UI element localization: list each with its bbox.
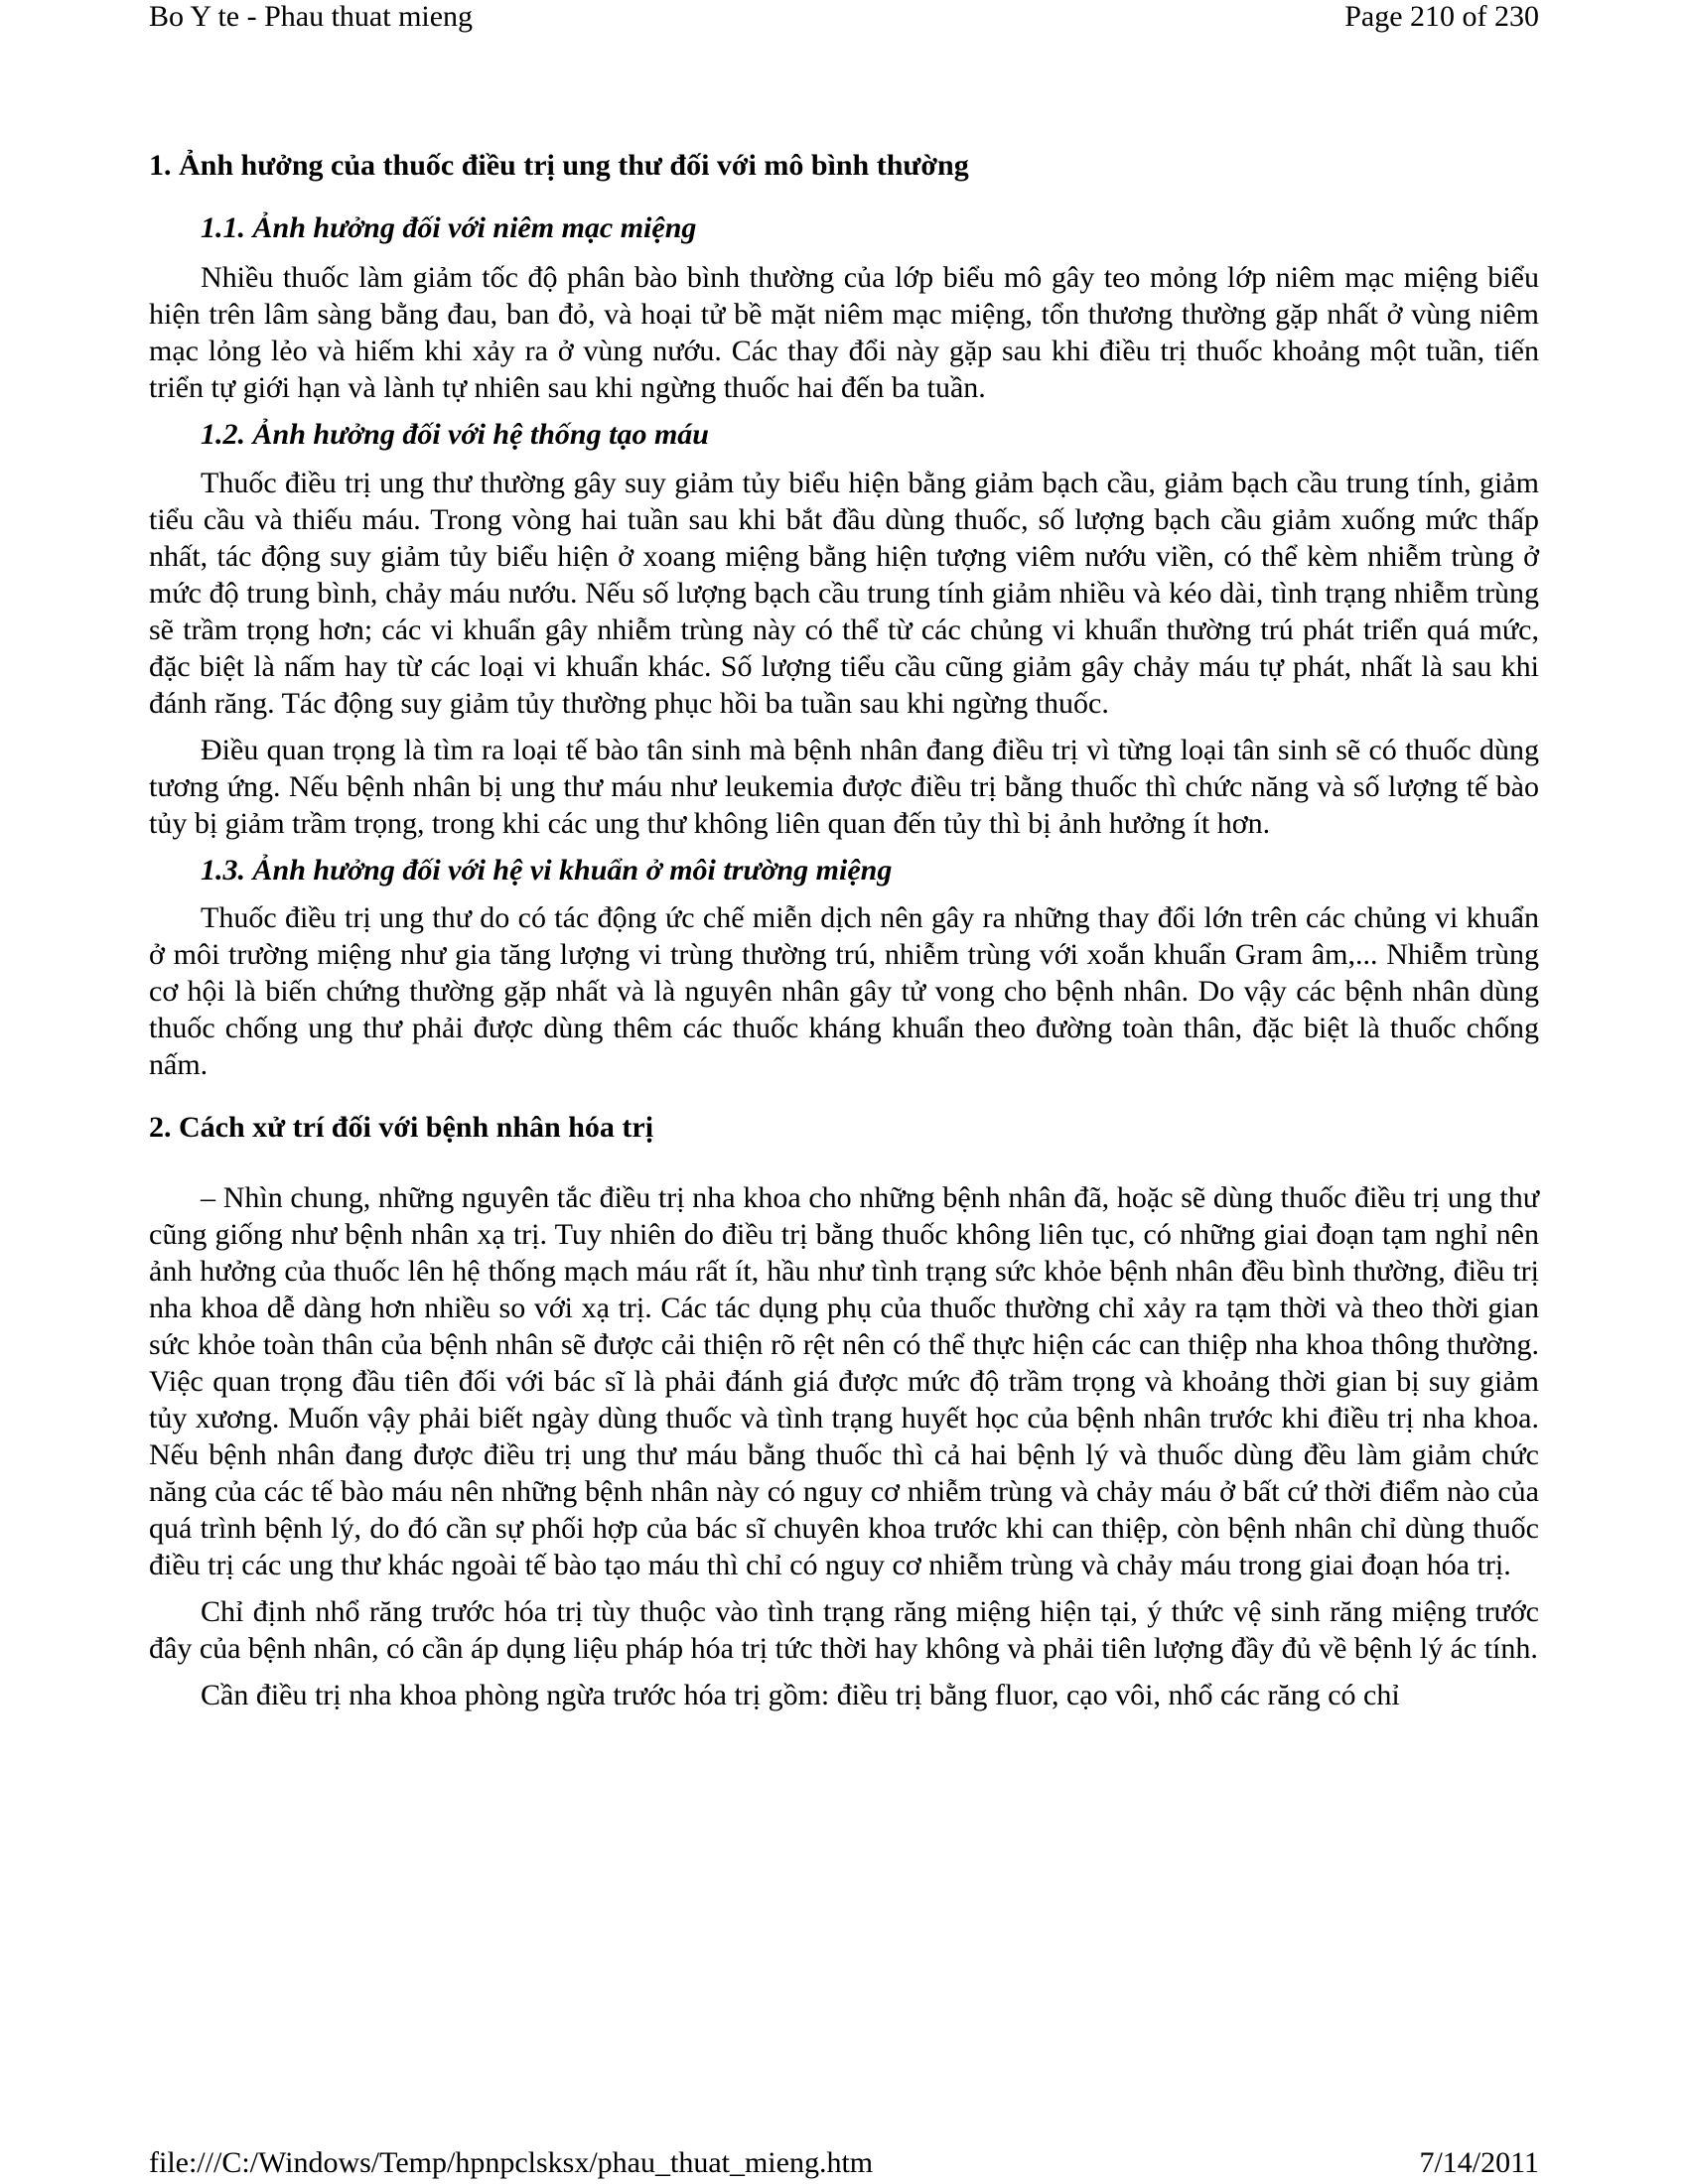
section-1-1-paragraph: Nhiều thuốc làm giảm tốc độ phân bào bình thường của lớp biểu mô gây teo mỏng lớp niêm mạc miệng biểu hiện trên lâm sàng bằng đau, ban đỏ, và hoại tử bề mặt niêm mạc miệng, tổn thương thường gặp nhất ở vùng niêm mạc lỏng lẻo và hiếm khi xảy ra ở vùng nướu. Các thay đổi này gặp sau khi điều trị thuốc khoảng một tuần, tiến triển tự giới hạn và lành tự nhiên sau khi ngừng thuốc hai đến ba tuần. bbox=[149, 261, 1539, 404]
footer-date: 7/14/2011 bbox=[1419, 2146, 1539, 2179]
section-2-paragraph-2: Chỉ định nhổ răng trước hóa trị tùy thuộc vào tình trạng răng miệng hiện tại, ý thức vệ sinh răng miệng trước đây của bệnh nhân, có cần áp dụng liệu pháp hóa trị tức thời hay không và phải tiên lượng đầy đủ về bệnh lý ác tính. bbox=[149, 1594, 1539, 1665]
document-body bbox=[149, 149, 1539, 1713]
section-1-2-paragraph-1: Thuốc điều trị ung thư thường gây suy giảm tủy biểu hiện bằng giảm bạch cầu, giảm bạch cầu trung tính, giảm tiểu cầu và thiếu máu. Trong vòng hai tuần sau khi bắt đầu dùng thuốc, số lượng bạch cầu giảm xuống mức thấp nhất, tác động suy giảm tủy biểu hiện ở xoang miệng bằng hiện tượng viêm nướu viền, có thể kèm nhiễm trùng ở mức độ trung bình, chảy máu nướu. Nếu số lượng bạch cầu trung tính giảm nhiều và kéo dài, tình trạng nhiễm trùng sẽ trầm trọng hơn; các vi khuẩn gây nhiễm trùng này có thể từ các chủng vi khuẩn thường trú phát triển quá mức, đặc biệt là nấm hay từ các loại vi khuẩn khác. Số lượng tiểu cầu cũng giảm gây chảy máu tự phát, nhất là sau khi đánh răng. Tác động suy giảm tủy thường phục hồi ba tuần sau khi ngừng thuốc. bbox=[149, 466, 1539, 720]
header-page-number: Page 210 of 230 bbox=[1344, 0, 1539, 33]
page-header bbox=[149, 0, 1539, 40]
section-1-3-paragraph: Thuốc điều trị ung thư do có tác động ức chế miễn dịch nên gây ra những thay đổi lớn trên các chủng vi khuẩn ở môi trường miệng như gia tăng lượng vi trùng thường trú, nhiễm trùng với xoắn khuẩn Gram âm,... Nhiễm trùng cơ hội là biến chứng thường gặp nhất và là nguyên nhân gây tử vong cho bệnh nhân. Do vậy các bệnh nhân dùng thuốc chống ung thư phải được dùng thêm các thuốc kháng khuẩn theo đường toàn thân, đặc biệt là thuốc chống nấm. bbox=[149, 901, 1539, 1081]
section-2-paragraph-1: – Nhìn chung, những nguyên tắc điều trị nha khoa cho những bệnh nhân đã, hoặc sẽ dùng thuốc điều trị ung thư cũng giống như bệnh nhân xạ trị. Tuy nhiên do điều trị bằng thuốc không liên tục, có những giai đoạn tạm nghỉ nên ảnh hưởng của thuốc lên hệ thống mạch máu rất ít, hầu như tình trạng sức khỏe bệnh nhân đều bình thường, điều trị nha khoa dễ dàng hơn nhiều so với xạ trị. Các tác dụng phụ của thuốc thường chỉ xảy ra tạm thời và theo thời gian sức khỏe toàn thân của bệnh nhân sẽ được cải thiện rõ rệt nên có thể thực hiện các can thiệp nha khoa thông thường. Việc quan trọng đầu tiên đối với bác sĩ là phải đánh giá được mức độ trầm trọng và khoảng thời gian bị suy giảm tủy xương. Muốn vậy phải biết ngày dùng thuốc và tình trạng huyết học của bệnh nhân trước khi điều trị nha khoa. Nếu bệnh nhân đang được điều trị ung thư máu bằng thuốc thì cả hai bệnh lý và thuốc dùng đều làm giảm chức năng của các tế bào máu nên những bệnh nhân này có nguy cơ nhiễm trùng và chảy máu ở bất cứ thời điểm nào của quá trình bệnh lý, do đó cần sự phối hợp của bác sĩ chuyên khoa trước khi can thiệp, còn bệnh nhân chỉ dùng thuốc điều trị các ung thư khác ngoài tế bào tạo máu thì chỉ có nguy cơ nhiễm trùng và chảy máu trong giai đoạn hóa trị. bbox=[149, 1180, 1539, 1581]
section-2-paragraph-3: Cần điều trị nha khoa phòng ngừa trước hóa trị gồm: điều trị bằng fluor, cạo vôi, nhổ các răng có chỉ bbox=[201, 1678, 1400, 1711]
section-1-heading: 1. Ảnh hưởng của thuốc điều trị ung thư đối với mô bình thường bbox=[149, 149, 969, 182]
section-1-2-heading: 1.2. Ảnh hưởng đối với hệ thống tạo máu bbox=[201, 418, 709, 451]
section-1-2-paragraph-2: Điều quan trọng là tìm ra loại tế bào tân sinh mà bệnh nhân đang điều trị vì từng loại tân sinh sẽ có thuốc dùng tương ứng. Nếu bệnh nhân bị ung thư máu như leukemia được điều trị bằng thuốc thì chức năng và số lượng tế bào tủy bị giảm trầm trọng, trong khi các ung thư không liên quan đến tủy thì bị ảnh hưởng ít hơn. bbox=[149, 733, 1539, 840]
section-2-heading: 2. Cách xử trí đối với bệnh nhân hóa trị bbox=[149, 1111, 654, 1144]
page-footer bbox=[149, 2146, 1539, 2179]
section-1-1-heading: 1.1. Ảnh hưởng đối với niêm mạc miệng bbox=[201, 210, 697, 244]
footer-file-path: file:///C:/Windows/Temp/hpnpclsksx/phau_thuat_mieng.htm bbox=[149, 2146, 874, 2179]
section-1-3-heading: 1.3. Ảnh hưởng đối với hệ vi khuẩn ở môi trường miệng bbox=[201, 853, 893, 887]
header-document-title: Bo Y te - Phau thuat mieng bbox=[149, 0, 474, 33]
